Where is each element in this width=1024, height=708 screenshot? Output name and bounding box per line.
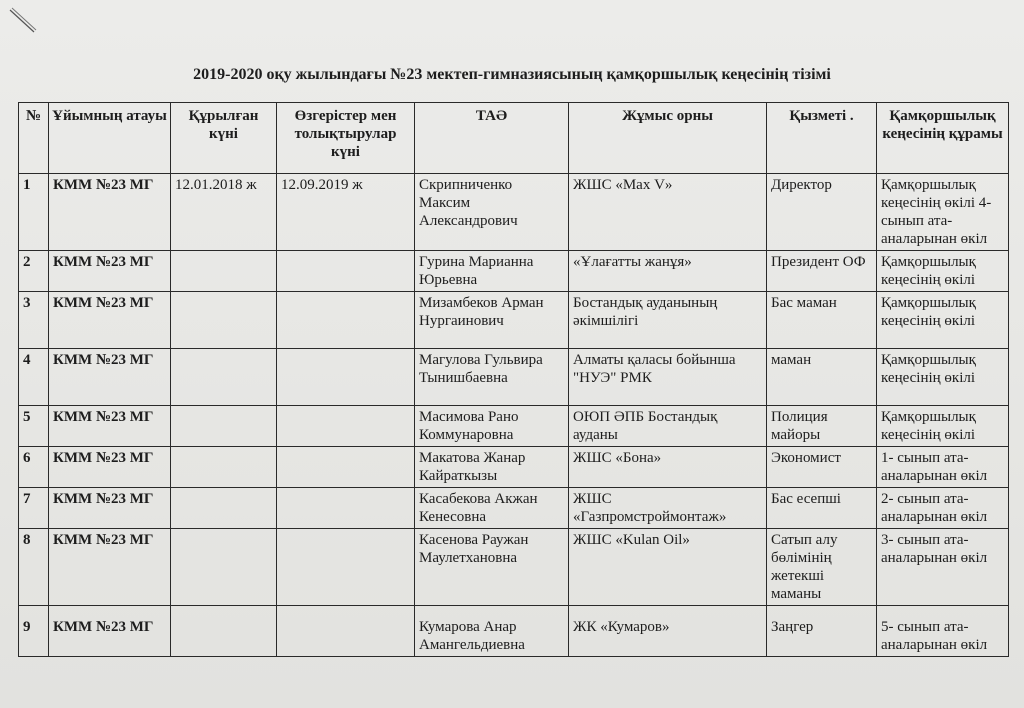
cell-created — [171, 349, 277, 406]
page-title: 2019-2020 оқу жылындағы №23 мектеп-гимназиясының қамқоршылық кеңесінің тізімі — [193, 66, 831, 83]
cell-name: Макатова Жанар Кайраткызы — [415, 447, 569, 488]
table-row — [19, 529, 1009, 606]
cell-num: 4 — [19, 349, 49, 406]
cell-role: 3- сынып ата-аналарынан өкіл — [877, 529, 1009, 606]
cell-org: КММ №23 МГ — [49, 174, 171, 251]
header-row — [19, 103, 1009, 174]
table-row — [19, 447, 1009, 488]
cell-created — [171, 406, 277, 447]
cell-changes — [277, 606, 415, 657]
table-row — [19, 488, 1009, 529]
cell-name: Мизамбеков Арман Нургаинович — [415, 292, 569, 349]
cell-org: КММ №23 МГ — [49, 447, 171, 488]
cell-name: Магулова Гульвира Тынишбаевна — [415, 349, 569, 406]
cell-role: 1- сынып ата-аналарынан өкіл — [877, 447, 1009, 488]
cell-changes: 12.09.2019 ж — [277, 174, 415, 251]
header-num: № — [19, 103, 49, 174]
cell-work: ЖК «Кумаров» — [569, 606, 767, 657]
cell-changes — [277, 447, 415, 488]
corner-pencil-mark — [8, 6, 38, 36]
cell-num: 6 — [19, 447, 49, 488]
header-role: Қамқоршылық кеңесінің құрамы — [877, 103, 1009, 174]
cell-org: КММ №23 МГ — [49, 251, 171, 292]
header-created: Құрылған күні — [171, 103, 277, 174]
cell-position: Сатып алу бөлімінің жетекші маманы — [767, 529, 877, 606]
cell-role: Қамқоршылық кеңесінің өкілі — [877, 349, 1009, 406]
cell-org: КММ №23 МГ — [49, 349, 171, 406]
cell-role: 2- сынып ата-аналарынан өкіл — [877, 488, 1009, 529]
table-row — [19, 174, 1009, 251]
cell-created — [171, 447, 277, 488]
cell-created: 12.01.2018 ж — [171, 174, 277, 251]
cell-role: Қамқоршылық кеңесінің өкілі — [877, 251, 1009, 292]
table-row — [19, 406, 1009, 447]
header-name: ТАӘ — [415, 103, 569, 174]
header-position: Қызметі . — [767, 103, 877, 174]
cell-work: Алматы қаласы бойынша "НУЭ" РМК — [569, 349, 767, 406]
cell-changes — [277, 406, 415, 447]
cell-created — [171, 292, 277, 349]
cell-position: Экономист — [767, 447, 877, 488]
cell-changes — [277, 251, 415, 292]
header-work: Жұмыс орны — [569, 103, 767, 174]
council-table — [18, 102, 1009, 657]
cell-name: Скрипниченко Максим Александрович — [415, 174, 569, 251]
cell-changes — [277, 349, 415, 406]
cell-changes — [277, 529, 415, 606]
cell-work: ЖШС «Газпромстроймонтаж» — [569, 488, 767, 529]
cell-work: Бостандық ауданының әкімшілігі — [569, 292, 767, 349]
cell-name: Касенова Раужан Маулетхановна — [415, 529, 569, 606]
cell-num: 5 — [19, 406, 49, 447]
cell-work: ОЮП ӘПБ Бостандық ауданы — [569, 406, 767, 447]
table-row — [19, 251, 1009, 292]
cell-num: 7 — [19, 488, 49, 529]
cell-position: Заңгер — [767, 606, 877, 657]
cell-name: Гурина Марианна Юрьевна — [415, 251, 569, 292]
table-row — [19, 606, 1009, 657]
cell-org: КММ №23 МГ — [49, 406, 171, 447]
cell-name: Касабекова Акжан Кенесовна — [415, 488, 569, 529]
cell-role: Қамқоршылық кеңесінің өкілі — [877, 406, 1009, 447]
cell-position: Бас маман — [767, 292, 877, 349]
cell-num: 8 — [19, 529, 49, 606]
cell-position: Президент ОФ — [767, 251, 877, 292]
cell-changes — [277, 488, 415, 529]
header-org: Ұйымның атауы — [49, 103, 171, 174]
cell-num: 1 — [19, 174, 49, 251]
cell-role: Қамқоршылық кеңесінің өкілі — [877, 292, 1009, 349]
cell-name: Масимова Рано Коммунаровна — [415, 406, 569, 447]
cell-name: Кумарова Анар Амангельдиевна — [415, 606, 569, 657]
cell-position: Полиция майоры — [767, 406, 877, 447]
cell-work: ЖШС «Мах V» — [569, 174, 767, 251]
cell-num: 9 — [19, 606, 49, 657]
cell-position: маман — [767, 349, 877, 406]
table-row — [19, 349, 1009, 406]
cell-created — [171, 251, 277, 292]
cell-num: 3 — [19, 292, 49, 349]
cell-changes — [277, 292, 415, 349]
cell-created — [171, 488, 277, 529]
cell-position: Бас есепші — [767, 488, 877, 529]
cell-position: Директор — [767, 174, 877, 251]
cell-created — [171, 529, 277, 606]
table-row — [19, 292, 1009, 349]
cell-org: КММ №23 МГ — [49, 488, 171, 529]
cell-work: ЖШС «Kulan Oil» — [569, 529, 767, 606]
cell-num: 2 — [19, 251, 49, 292]
cell-org: КММ №23 МГ — [49, 292, 171, 349]
cell-role: 5- сынып ата-аналарынан өкіл — [877, 606, 1009, 657]
header-changes: Өзгерістер мен толықтырулар күні — [277, 103, 415, 174]
cell-work: «Ұлағатты жанұя» — [569, 251, 767, 292]
cell-org: КММ №23 МГ — [49, 606, 171, 657]
cell-created — [171, 606, 277, 657]
cell-org: КММ №23 МГ — [49, 529, 171, 606]
cell-work: ЖШС «Бона» — [569, 447, 767, 488]
cell-role: Қамқоршылық кеңесінің өкілі 4- сынып ата-аналарынан өкіл — [877, 174, 1009, 251]
